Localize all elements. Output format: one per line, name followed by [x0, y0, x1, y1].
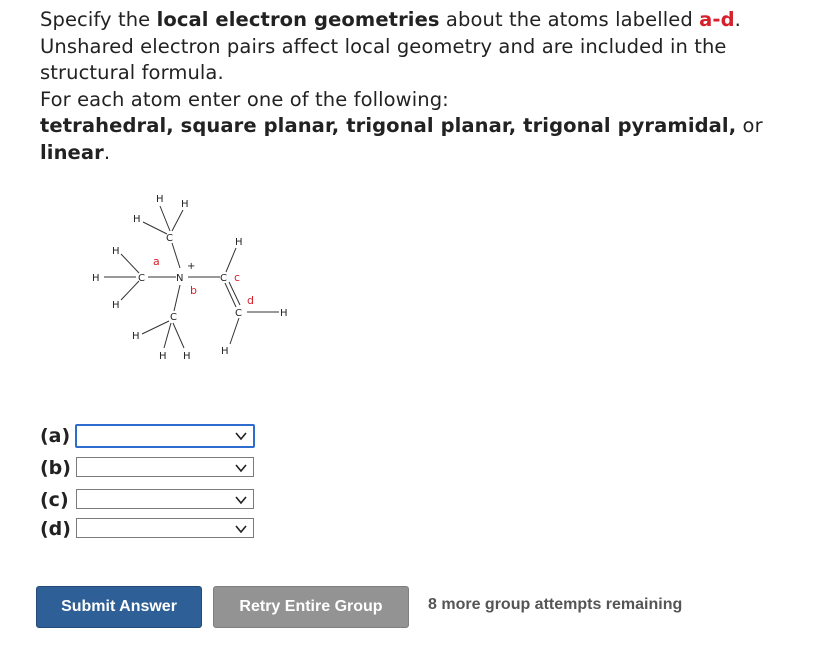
question-line-2: Unshared electron pairs affect local geometry and are included in the structural formula.	[40, 34, 727, 84]
chevron-down-icon	[234, 461, 248, 475]
geometry-select-b[interactable]	[76, 457, 254, 477]
hydrogen-atom: H	[92, 273, 100, 284]
chevron-down-icon	[234, 429, 248, 443]
answer-letter-d: (d)	[40, 518, 71, 540]
geometry-select-c[interactable]	[76, 489, 254, 509]
question-text	[40, 7, 820, 166]
hydrogen-atom: H	[181, 199, 189, 210]
hydrogen-atom: H	[280, 308, 288, 319]
hydrogen-atom: H	[156, 194, 164, 205]
geometry-options-period: .	[103, 140, 111, 164]
hydrogen-atom: H	[159, 351, 167, 362]
geometry-option-linear: linear	[40, 140, 104, 164]
hydrogen-atom: H	[112, 246, 120, 257]
atom-c-left: C	[138, 273, 145, 284]
atom-n: N	[176, 273, 184, 284]
geometry-select-a[interactable]	[75, 424, 255, 448]
submit-answer-button[interactable]: Submit Answer	[36, 586, 202, 628]
hydrogen-atom: H	[235, 237, 243, 248]
atom-c-lower: C	[170, 312, 177, 323]
answer-letter-b: (b)	[40, 457, 71, 479]
chevron-down-icon	[234, 493, 248, 507]
attempts-remaining-text: 8 more group attempts remaining	[428, 596, 683, 613]
atom-label-a: a	[153, 255, 160, 268]
answer-letter-a: (a)	[40, 425, 71, 447]
geometry-options	[40, 113, 820, 166]
geometry-options-list: tetrahedral, square planar, trigonal planar, trigonal pyramidal,	[40, 114, 737, 137]
positive-charge: +	[187, 261, 196, 272]
retry-entire-group-button[interactable]: Retry Entire Group	[213, 586, 409, 628]
question-text-mid: about the atoms labelled	[439, 8, 700, 31]
atom-c-right: C	[220, 273, 227, 284]
question-emphasis: local electron geometries	[156, 8, 440, 31]
question-period: .	[734, 8, 741, 31]
hydrogen-atom: H	[133, 214, 141, 225]
hydrogen-atom: H	[132, 331, 140, 342]
answer-letter-c: (c)	[40, 489, 69, 511]
atom-label-b: b	[190, 284, 197, 297]
chevron-down-icon	[234, 522, 248, 536]
hydrogen-atom: H	[221, 346, 229, 357]
atom-c-bottom: C	[235, 308, 242, 319]
geometry-options-or: or	[736, 114, 763, 137]
question-line-3: For each atom enter one of the following:	[40, 87, 449, 111]
atom-label-c: c	[234, 271, 241, 284]
atom-c-top: C	[166, 233, 173, 244]
question-line-1	[40, 7, 820, 34]
hydrogen-atom: H	[183, 351, 191, 362]
question-text-start: Specify the	[40, 8, 157, 31]
molecule-structure-diagram	[84, 184, 304, 374]
atom-label-d: d	[247, 294, 254, 307]
hydrogen-atom: H	[112, 300, 120, 311]
geometry-select-d[interactable]	[76, 518, 254, 538]
atom-labels-range: a-d	[699, 8, 735, 31]
